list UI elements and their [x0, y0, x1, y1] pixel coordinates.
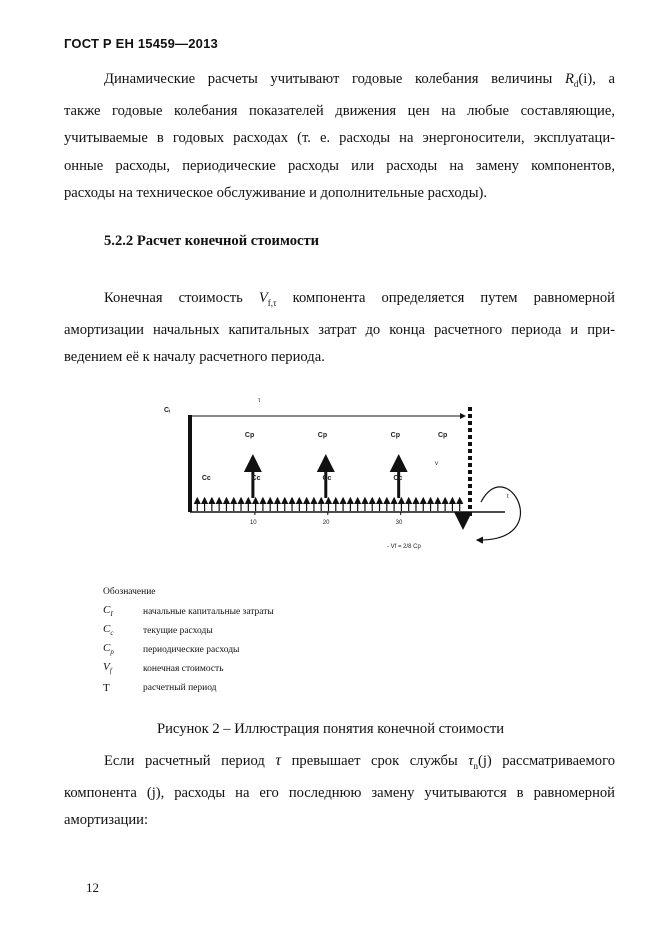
label-cc: Cc: [393, 475, 403, 482]
legend-symbol-letter: T: [103, 681, 110, 694]
label-cp: Cp: [390, 432, 401, 439]
label-small: v: [435, 461, 438, 467]
label-tau: τ: [258, 398, 261, 404]
legend-symbol-letter: C: [103, 642, 111, 655]
x-tick-label: 20: [322, 520, 330, 526]
text-line: Если расчетный период τ превышает срок службы $\tau_n(j)$ рассматриваемого: [104, 752, 615, 771]
legend-symbol: [103, 661, 143, 675]
x-tick-label: 30: [395, 520, 403, 526]
text-line: расходы на техническое обслуживание и дополнительные расходы).: [64, 184, 488, 201]
final-value-diagram: [150, 385, 530, 565]
text-line: амортизации:: [64, 812, 149, 829]
label-ci: Cᵢ: [164, 407, 171, 414]
legend-symbol: [103, 623, 143, 637]
legend-description: расчетный период: [143, 682, 217, 693]
legend-symbol-letter: C: [103, 623, 111, 636]
legend-item: [103, 621, 274, 640]
legend-description: текущие расходы: [143, 625, 213, 636]
legend-item: [103, 602, 274, 621]
paragraph-service-life: [64, 747, 615, 835]
final-value-pointer: [477, 487, 520, 540]
text-line: ведением её к началу расчетного периода.: [64, 349, 325, 366]
text-line: учитываемые в годовых расходах (т. е. расходы на энергоносители, эксплуатаци-: [64, 130, 615, 147]
legend-description: конечная стоимость: [143, 663, 224, 674]
section-heading: 5.2.2 Расчет конечной стоимости: [104, 233, 320, 249]
legend-symbol-letter: C: [103, 604, 111, 617]
label-cc: Cc: [201, 475, 211, 482]
label-cc: Cc: [322, 475, 332, 482]
legend: [103, 587, 274, 697]
text-line: также годовые колебания показателей движения цен на любые составляющие,: [64, 103, 615, 120]
label-cc: Cc: [251, 475, 261, 482]
text-line: онные расходы, периодические расходы или расходы на замену компонентов,: [64, 157, 615, 174]
label-cp: Cp: [244, 432, 255, 439]
label-t-axis: t: [507, 494, 509, 500]
legend-description: периодические расходы: [143, 644, 240, 655]
label-cp: Cp: [317, 432, 328, 439]
legend-symbol-subscript: f: [109, 667, 112, 676]
diagram-svg: [150, 385, 530, 565]
page-number: 12: [86, 880, 99, 895]
x-tick-label: 10: [249, 520, 257, 526]
paragraph-dynamic-calc: [64, 66, 615, 207]
text-line: Конечная стоимость $V_{f,\tau}$ компонента определяется путем равномерной: [104, 290, 615, 308]
running-header: ГОСТ Р ЕН 15459—2013: [64, 36, 218, 51]
legend-symbol: [103, 604, 143, 618]
text-line: компонента (j), расходы на его последнюю замену учитываются в равномерной: [64, 785, 615, 802]
paragraph-final-value: [64, 285, 615, 372]
legend-symbol-subscript: c: [110, 629, 114, 638]
label-final-value: - Vf = 2/8 Cp: [387, 544, 421, 550]
text-line: амортизации начальных капитальных затрат до конца расчетного периода и при-: [64, 322, 615, 339]
legend-title: Обозначение: [103, 587, 156, 597]
legend-item: [103, 659, 274, 678]
label-cp-end: Cp: [438, 432, 448, 439]
legend-symbol-subscript: I: [110, 610, 113, 619]
figure-caption: Рисунок 2 – Иллюстрация понятия конечной стоимости: [156, 721, 505, 737]
legend-symbol-letter: V: [103, 661, 110, 674]
legend-item: [103, 640, 274, 659]
text-line: Динамические расчеты учитывают годовые колебания величины $R_d(i)$, а: [104, 71, 615, 89]
legend-description: начальные капитальные затраты: [143, 606, 274, 617]
legend-item: [103, 678, 274, 697]
legend-symbol: [103, 642, 143, 656]
legend-symbol: [103, 682, 143, 694]
legend-symbol-subscript: p: [110, 648, 114, 657]
